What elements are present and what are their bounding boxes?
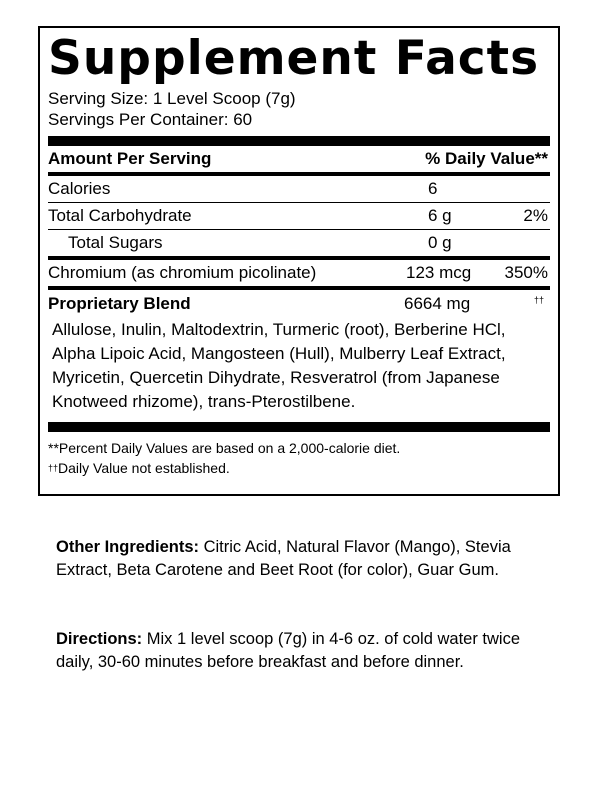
footnote-not-established: [48, 458, 550, 478]
directions: [56, 628, 546, 674]
nutrient-name: Chromium (as chromium picolinate): [48, 263, 317, 282]
nutrient-amount: 0 g: [428, 233, 452, 252]
nutrient-name: Total Carbohydrate: [48, 206, 192, 225]
footnote-daily-values: **Percent Daily Values are based on a 2,000-calorie diet.: [48, 440, 401, 456]
nutrient-amount: 6 g: [428, 206, 452, 225]
amount-per-serving-header: Amount Per Serving: [48, 149, 212, 168]
other-ingredients-text: Citric Acid, Natural Flavor (Mango), Stevia Extract, Beta Carotene and Beet Root (for color), Guar Gum.: [56, 538, 511, 579]
footnote-text: Daily Value not established.: [58, 460, 230, 476]
proprietary-blend-row: [48, 290, 550, 318]
supplement-facts-panel: [38, 26, 560, 496]
nutrient-name: Total Sugars: [68, 233, 163, 252]
serving-size: Serving Size: 1 Level Scoop (7g): [48, 89, 296, 108]
thick-divider: [48, 136, 550, 146]
nutrient-row-sugars: [48, 230, 550, 256]
nutrient-dv: 2%: [523, 206, 548, 225]
blend-dv-mark: ††: [533, 295, 544, 305]
nutrient-amount: 123 mcg: [406, 263, 472, 282]
nutrient-dv: 350%: [504, 263, 548, 282]
dagger-mark: ††: [48, 463, 59, 473]
servings-per-container: Servings Per Container: 60: [48, 110, 253, 129]
blend-ingredients: Allulose, Inulin, Maltodextrin, Turmeric (root), Berberine HCl, Alpha Lipoic Acid, Mangosteen (Hull), Mulberry Leaf Extract, Myricetin, Quercetin Dihydrate, Resveratrol (from Japanese Knotweed rhizome), trans-Pterostilbene.: [52, 320, 506, 411]
column-header-row: [48, 146, 550, 172]
other-ingredients: [56, 536, 546, 582]
nutrient-row-calories: [48, 176, 550, 202]
other-ingredients-label: Other Ingredients:: [56, 538, 200, 556]
nutrient-name: Calories: [48, 179, 111, 198]
blend-amount: 6664 mg: [404, 294, 471, 313]
directions-label: Directions:: [56, 630, 143, 648]
thick-divider: [48, 422, 550, 432]
daily-value-header: % Daily Value**: [425, 149, 548, 168]
blend-name: Proprietary Blend: [48, 294, 191, 313]
directions-text: Mix 1 level scoop (7g) in 4-6 oz. of cold water twice daily, 30-60 minutes before breakfast and before dinner.: [56, 630, 521, 671]
nutrient-row-chromium: [48, 260, 550, 286]
panel-title: Supplement Facts: [48, 31, 540, 86]
nutrient-row-carbohydrate: [48, 203, 550, 229]
nutrient-amount: 6: [428, 179, 438, 198]
